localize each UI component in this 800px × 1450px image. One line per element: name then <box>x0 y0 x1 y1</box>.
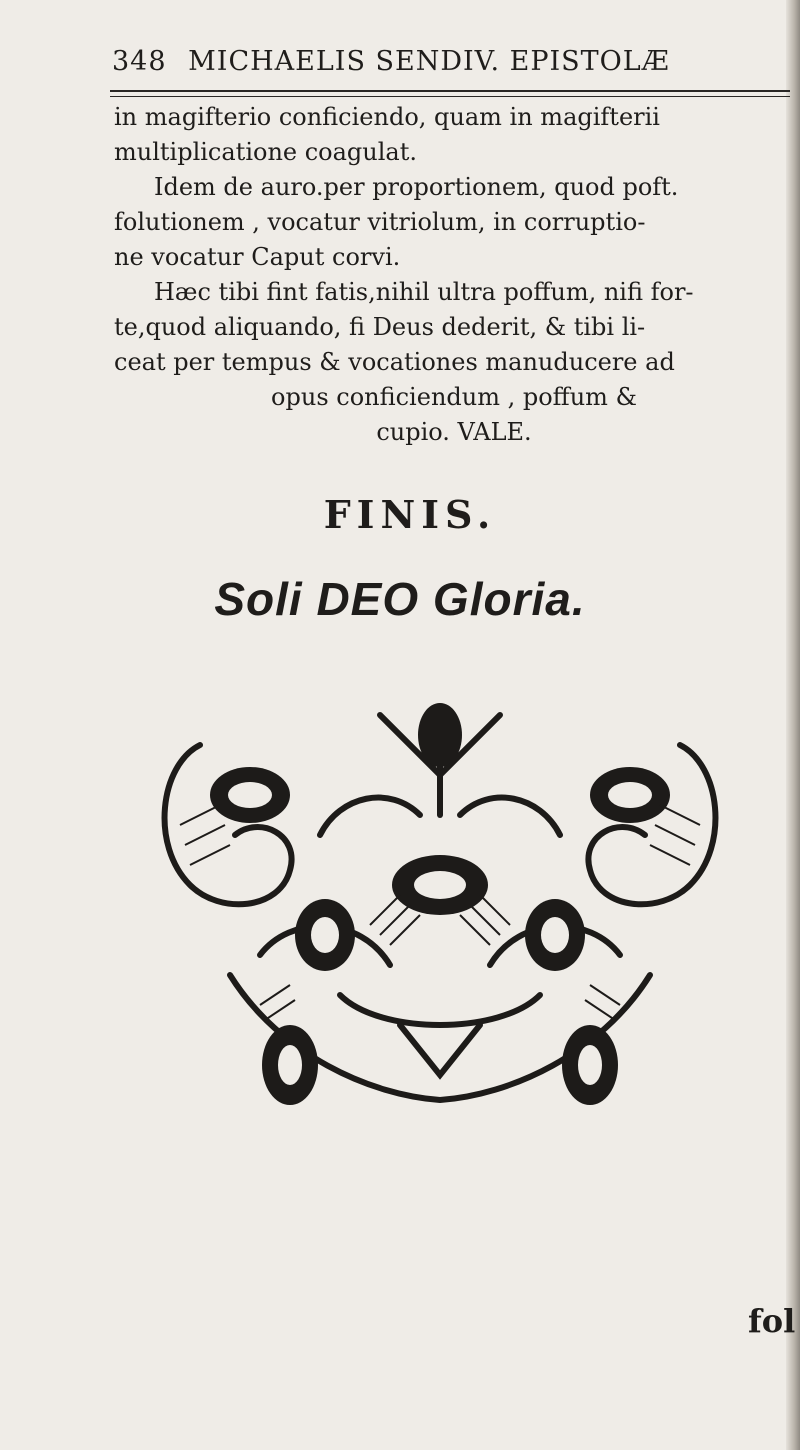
text-line: Idem de auro.per proportionem, quod poft. <box>154 173 679 201</box>
text-line: cupio. VALE. <box>376 418 532 446</box>
finis-heading: FINIS. <box>323 492 497 537</box>
tailpiece-ornament-icon <box>140 675 740 1195</box>
page-header <box>112 46 792 77</box>
text-line: te,quod aliquando, fi Deus dederit, & tibi li- <box>114 313 646 341</box>
text-line: Hæc tibi fint fatis,nihil ultra poffum, nifi for- <box>154 278 694 306</box>
text-line: ceat per tempus & vocationes manuducere ad <box>114 348 675 376</box>
page-number: 348 <box>112 46 167 77</box>
text-line: multiplicatione coagulat. <box>114 138 418 166</box>
running-title: MICHAELIS SENDIV. EPISTOLÆ <box>188 46 670 77</box>
text-line: opus conficiendum , poffum & <box>271 383 637 411</box>
soli-deo-gloria: Soli DEO Gloria. <box>214 573 586 625</box>
catchword: fol <box>748 1302 796 1340</box>
text-line: folutionem , vocatur vitriolum, in corruptio- <box>114 208 646 236</box>
header-rule <box>110 90 790 97</box>
text-line: ne vocatur Caput corvi. <box>114 243 401 271</box>
text-line: in magifterio conficiendo, quam in magifterii <box>114 103 660 131</box>
body-text <box>114 100 794 450</box>
